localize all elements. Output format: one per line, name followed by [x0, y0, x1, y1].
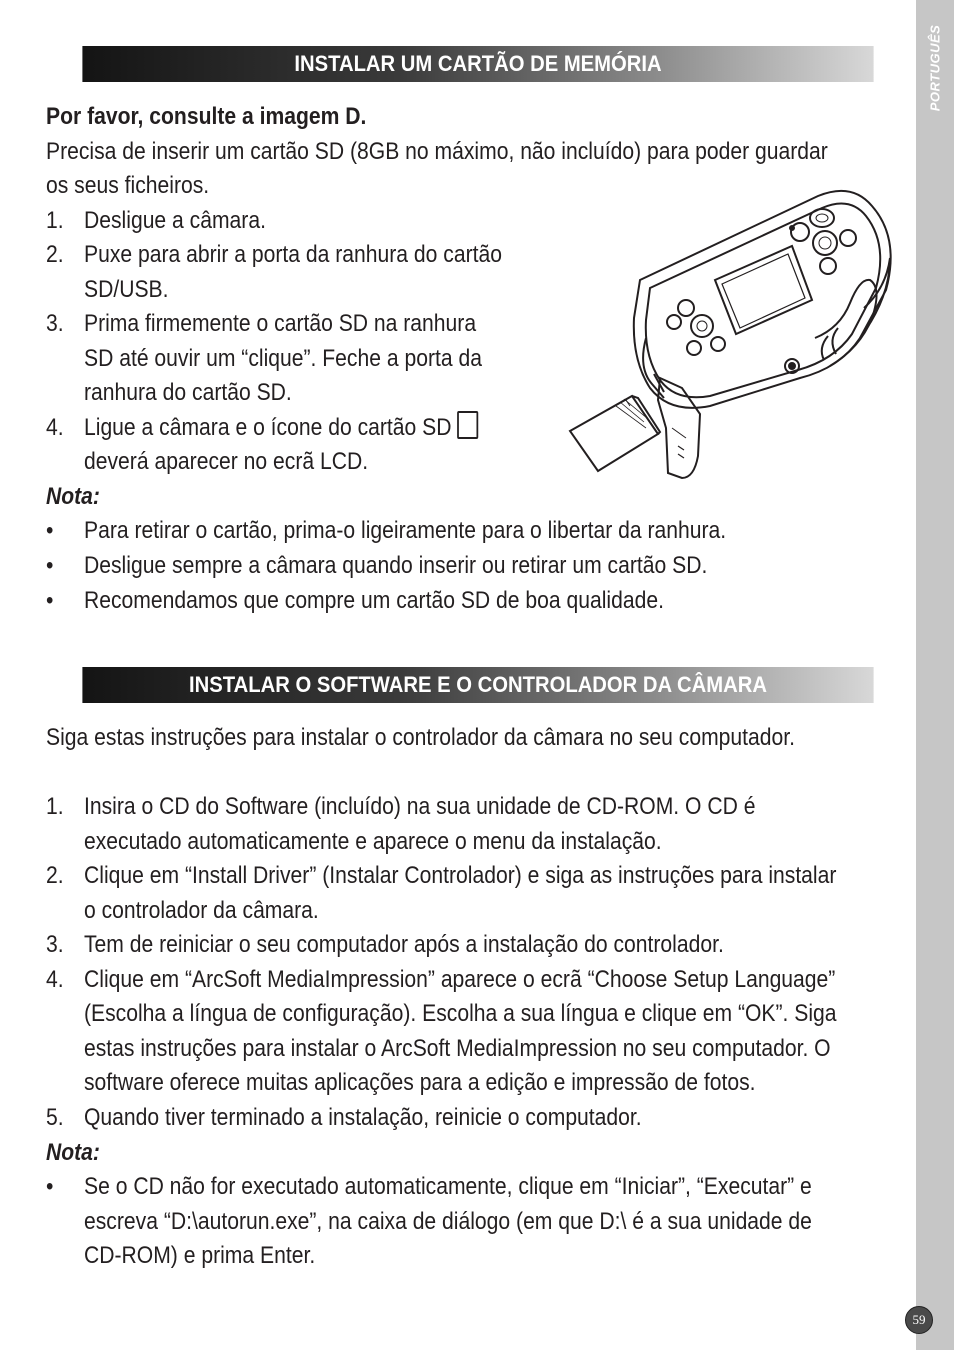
note-item: Desligue sempre a câmara quando inserir ou retirar um cartão SD. [84, 552, 708, 579]
step-text: Desligue a câmara. [84, 207, 266, 234]
section-heading-text: INSTALAR O SOFTWARE E O CONTROLADOR DA CÂMARA [189, 672, 767, 697]
language-label: PORTUGUÊS [927, 24, 943, 112]
step-text: Quando tiver terminado a instalação, reinicie o computador. [84, 1104, 642, 1131]
note-label: Nota: [46, 483, 100, 510]
step-number: 2. [46, 862, 64, 889]
bullet: • [46, 552, 54, 579]
step-number: 5. [46, 1104, 64, 1131]
step-text: executado automaticamente e aparece o menu da instalação. [84, 828, 662, 855]
step-text: software oferece muitas aplicações para a edição e impressão de fotos. [84, 1069, 756, 1096]
section-intro: Siga estas instruções para instalar o controlador da câmara no seu computador. [46, 724, 796, 751]
sd-card-icon [457, 411, 478, 439]
step-text: Prima firmemente o cartão SD na ranhura [84, 310, 477, 337]
intro-line: Precisa de inserir um cartão SD (8GB no máximo, não incluído) para poder guardar [46, 138, 828, 165]
step-text: Insira o CD do Software (incluído) na sua unidade de CD-ROM. O CD é [84, 793, 756, 820]
step-number: 1. [46, 207, 64, 234]
step-number: 4. [46, 414, 64, 441]
step-text: estas instruções para instalar o ArcSoft MediaImpression no seu computador. O [84, 1035, 831, 1062]
step-text: Clique em “Install Driver” (Instalar Controlador) e siga as instruções para instalar [84, 862, 837, 889]
language-sidebar [916, 0, 954, 1350]
step-text: Puxe para abrir a porta da ranhura do cartão [84, 241, 502, 268]
step-text-with-icon [84, 411, 478, 446]
bullet: • [46, 587, 54, 614]
intro-reference: Por favor, consulte a imagem D. [46, 103, 367, 130]
step-text: SD/USB. [84, 276, 169, 303]
step-number: 3. [46, 931, 64, 958]
step-number: 3. [46, 310, 64, 337]
section-heading-memory-card [82, 46, 873, 82]
step-number: 1. [46, 793, 64, 820]
step-number: 4. [46, 966, 64, 993]
step-text: deverá aparecer no ecrã LCD. [84, 448, 369, 475]
step-text: Tem de reiniciar o seu computador após a instalação do controlador. [84, 931, 724, 958]
note-item: Se o CD não for executado automaticamente, clique em “Iniciar”, “Executar” e [84, 1173, 812, 1200]
step-text: (Escolha a língua de configuração). Escolha a sua língua e clique em “OK”. Siga [84, 1000, 837, 1027]
camera-sd-card-illustration [560, 188, 915, 488]
step-text: SD até ouvir um “clique”. Feche a porta da [84, 345, 482, 372]
bullet: • [46, 517, 54, 544]
step-text: Ligue a câmara e o ícone do cartão SD [84, 414, 452, 441]
note-item: Recomendamos que compre um cartão SD de boa qualidade. [84, 587, 664, 614]
note-item: CD-ROM) e prima Enter. [84, 1242, 316, 1269]
section-heading-software [82, 667, 873, 703]
note-label: Nota: [46, 1139, 100, 1166]
step-text: o controlador da câmara. [84, 897, 319, 924]
note-item: Para retirar o cartão, prima-o ligeiramente para o libertar da ranhura. [84, 517, 727, 544]
section-heading-text: INSTALAR UM CARTÃO DE MEMÓRIA [294, 51, 662, 76]
page-number: 59 [905, 1306, 933, 1334]
bullet: • [46, 1173, 54, 1200]
step-number: 2. [46, 241, 64, 268]
step-text: Clique em “ArcSoft MediaImpression” aparece o ecrã “Choose Setup Language” [84, 966, 836, 993]
step-text: ranhura do cartão SD. [84, 379, 292, 406]
intro-line: os seus ficheiros. [46, 172, 210, 199]
note-item: escreva “D:\autorun.exe”, na caixa de diálogo (em que D:\ é a sua unidade de [84, 1208, 812, 1235]
